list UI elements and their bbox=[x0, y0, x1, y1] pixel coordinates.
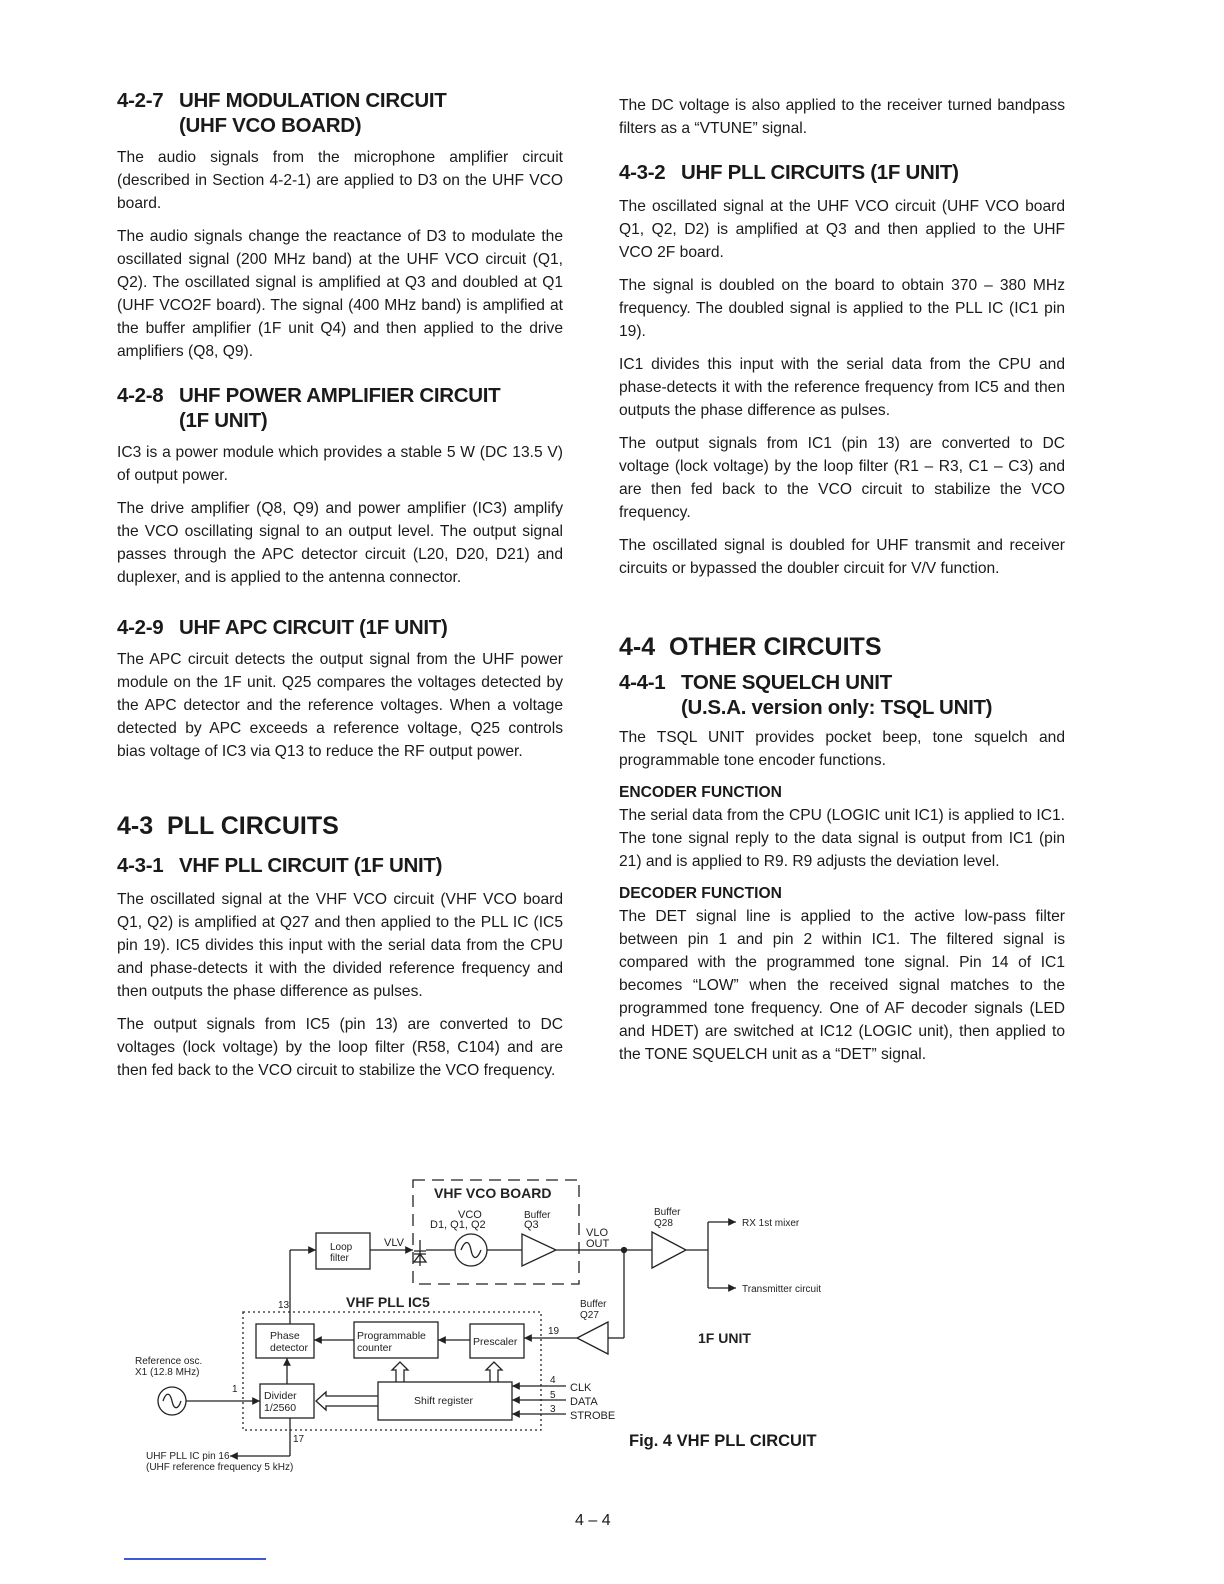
loop-filter-label: filter bbox=[330, 1253, 349, 1264]
section-title: PLL CIRCUITS bbox=[167, 812, 339, 840]
subheading-encoder: ENCODER FUNCTION bbox=[619, 784, 782, 801]
paragraph: The DET signal line is applied to the active low-pass filter between pin 1 and pin 2 within IC1. The filtered signal is compared with the programmed tone signal. Pin 14 of IC1 becomes “LOW” when the received signal matches to the programmed tone frequency. One of AF decoder signals (LED and HDET) are switched at IC12 (LOGIC unit), then applied to the TONE SQUELCH unit as a “DET” signal. bbox=[619, 908, 1065, 1063]
phase-detector-label: detector bbox=[270, 1342, 308, 1354]
rx-label: RX 1st mixer bbox=[742, 1218, 800, 1229]
pin-label: 4 bbox=[550, 1375, 556, 1386]
vco-board-label: VHF VCO BOARD bbox=[434, 1185, 552, 1201]
heading-4-4 bbox=[619, 632, 1065, 662]
heading-4-3-2 bbox=[619, 160, 1065, 185]
pin-label: 5 bbox=[550, 1390, 556, 1401]
prescaler-label: Prescaler bbox=[473, 1336, 518, 1348]
vlv-label: VLV bbox=[384, 1237, 404, 1249]
heading-4-4-1 bbox=[619, 670, 1065, 720]
vco-parts-label: D1, Q1, Q2 bbox=[430, 1219, 486, 1231]
strobe-label: STROBE bbox=[570, 1410, 616, 1422]
paragraph: The oscillated signal at the UHF VCO circuit (UHF VCO board Q1, Q2, D2) is amplified at Q3 and then applied to the UHF VCO 2F board. bbox=[619, 198, 1065, 261]
section-number: 4-4 bbox=[619, 633, 656, 661]
unit-label: 1F UNIT bbox=[698, 1330, 751, 1346]
paragraph: The APC circuit detects the output signal from the UHF power module on the 1F unit. Q25 compares the voltages detected by the APC detector and the reference voltages. When a voltage detected by APC exceeds a reference voltage, Q25 controls bias voltage of IC3 via Q13 to reduce the RF output power. bbox=[117, 651, 563, 760]
paragraph: IC1 divides this input with the serial data from the CPU and phase-detects it with the reference frequency from IC5 and then outputs the phase difference as pulses. bbox=[619, 356, 1065, 419]
vco-label: VCO bbox=[458, 1209, 482, 1221]
paragraph: The drive amplifier (Q8, Q9) and power amplifier (IC3) amplify the VCO oscillating signal to an output level. The output signal passes through the APC detector circuit (L20, D20, D21) and duplexer, and is applied to the antenna connector. bbox=[117, 500, 563, 586]
heading-4-2-8 bbox=[117, 383, 563, 433]
section-number: 4-4-1 bbox=[619, 671, 666, 694]
paragraph: The audio signals change the reactance of D3 to modulate the oscillated signal (200 MHz band) at the UHF VCO circuit (Q1, Q2). The oscillated signal is amplified at Q3 and doubled at Q1 (UHF VCO2F board). The signal (400 MHz band) is amplified at the buffer amplifier (1F unit Q4) and then applied to the drive amplifiers (Q8, Q9). bbox=[117, 228, 563, 360]
programmable-counter-label: counter bbox=[357, 1342, 393, 1354]
heading-4-3-1 bbox=[117, 853, 563, 878]
divider-label: Divider bbox=[264, 1390, 297, 1402]
paragraph: The output signals from IC1 (pin 13) are converted to DC voltage (lock voltage) by the loop filter (R1 – R3, C1 – C3) and are then fed back to the VCO circuit to stabilize the VCO frequency. bbox=[619, 435, 1065, 521]
section-number: 4-2-9 bbox=[117, 616, 164, 639]
q28-label: Q28 bbox=[654, 1218, 673, 1229]
data-arrow-up bbox=[392, 1362, 408, 1382]
pll-ic-label: VHF PLL IC5 bbox=[346, 1294, 430, 1310]
reference-osc-label: Reference osc. bbox=[135, 1356, 203, 1367]
section-number: 4-2-8 bbox=[117, 384, 164, 407]
uhf-pll-label: UHF PLL IC pin 16 bbox=[146, 1451, 230, 1462]
phase-detector-label: Phase bbox=[270, 1330, 300, 1342]
section-title: UHF PLL CIRCUITS (1F UNIT) bbox=[681, 161, 959, 184]
paragraph: The serial data from the CPU (LOGIC unit IC1) is applied to IC1. The tone signal reply to the data signal is output from IC1 (pin 21) and is applied to R9. R9 adjusts the deviation level. bbox=[619, 807, 1065, 870]
data-label: DATA bbox=[570, 1396, 598, 1408]
shift-register-label: Shift register bbox=[414, 1395, 473, 1407]
pin-label: 3 bbox=[550, 1404, 556, 1415]
clk-label: CLK bbox=[570, 1382, 592, 1394]
data-arrow-up bbox=[486, 1362, 502, 1382]
varactor-symbol bbox=[414, 1240, 426, 1266]
section-number: 4-3-1 bbox=[117, 854, 164, 877]
paragraph: The oscillated signal at the VHF VCO circuit (VHF VCO board Q1, Q2) is amplified at Q27 and then applied to the PLL IC (IC5 pin 19). IC5 divides this input with the serial data from the CPU and phase-detects it with the divided reference frequency and then outputs the phase difference as pulses. bbox=[117, 891, 563, 1000]
paragraph: The DC voltage is also applied to the receiver turned bandpass filters as a “VTUNE” signal. bbox=[619, 97, 1065, 137]
pin-label: 19 bbox=[548, 1326, 560, 1337]
vlo-label: VLO bbox=[586, 1227, 609, 1239]
pin-label: 17 bbox=[293, 1434, 305, 1445]
out-label: OUT bbox=[586, 1238, 610, 1250]
q3-label: Q3 bbox=[524, 1219, 539, 1231]
paragraph: IC3 is a power module which provides a stable 5 W (DC 13.5 V) of output power. bbox=[117, 444, 563, 484]
section-title: TONE SQUELCH UNIT (U.S.A. version only: TSQL UNIT) bbox=[681, 671, 993, 719]
paragraph: The output signals from IC5 (pin 13) are converted to DC voltages (lock voltage) by the loop filter (R58, C104) and are then fed back to the VCO circuit to stabilize the VCO frequency. bbox=[117, 1016, 563, 1079]
section-title: VHF PLL CIRCUIT (1F UNIT) bbox=[179, 854, 443, 877]
tx-label: Transmitter circuit bbox=[742, 1284, 822, 1295]
pin-label: 1 bbox=[232, 1384, 238, 1395]
pin-label: 13 bbox=[278, 1300, 290, 1311]
q3-buffer-triangle bbox=[522, 1234, 556, 1266]
data-arrow-left bbox=[316, 1392, 378, 1410]
section-title: UHF APC CIRCUIT (1F UNIT) bbox=[179, 616, 448, 639]
uhf-pll-label: (UHF reference frequency 5 kHz) bbox=[146, 1462, 294, 1473]
paragraph: The audio signals from the microphone amplifier circuit (described in Section 4-2-1) are applied to D3 on the UHF VCO board. bbox=[117, 149, 563, 212]
divider-line bbox=[124, 1558, 266, 1560]
section-title: UHF POWER AMPLIFIER CIRCUIT (1F UNIT) bbox=[179, 384, 501, 432]
paragraph: The oscillated signal is doubled for UHF transmit and receiver circuits or bypassed the doubler circuit for V/V function. bbox=[619, 537, 1065, 577]
paragraph: The TSQL UNIT provides pocket beep, tone squelch and programmable tone encoder functions. bbox=[619, 729, 1065, 769]
paragraph: The signal is doubled on the board to obtain 370 – 380 MHz frequency. The doubled signal is applied to the PLL IC (IC1 pin 19). bbox=[619, 277, 1065, 340]
section-title: UHF MODULATION CIRCUIT (UHF VCO BOARD) bbox=[179, 89, 447, 137]
page-number: 4 – 4 bbox=[575, 1512, 611, 1529]
reference-osc-label: X1 (12.8 MHz) bbox=[135, 1367, 200, 1378]
left-column bbox=[117, 88, 563, 1082]
buffer-label: Buffer bbox=[654, 1207, 681, 1218]
right-column bbox=[619, 94, 1065, 1066]
q28-buffer-triangle bbox=[652, 1232, 686, 1268]
q27-label: Q27 bbox=[580, 1310, 599, 1321]
heading-4-2-7 bbox=[117, 88, 563, 138]
heading-4-3 bbox=[117, 811, 563, 841]
section-number: 4-2-7 bbox=[117, 89, 164, 112]
subheading-decoder: DECODER FUNCTION bbox=[619, 885, 782, 902]
q27-buffer-triangle bbox=[577, 1322, 608, 1354]
section-number: 4-3-2 bbox=[619, 161, 666, 184]
programmable-counter-label: Programmable bbox=[357, 1330, 426, 1342]
loop-filter-label: Loop bbox=[330, 1242, 353, 1253]
buffer-label: Buffer bbox=[524, 1210, 551, 1221]
divider-label: 1/2560 bbox=[264, 1402, 297, 1414]
buffer-label: Buffer bbox=[580, 1299, 607, 1310]
heading-4-2-9 bbox=[117, 615, 563, 640]
section-number: 4-3 bbox=[117, 812, 154, 840]
figure-caption: Fig. 4 VHF PLL CIRCUIT bbox=[629, 1432, 817, 1450]
section-title: OTHER CIRCUITS bbox=[669, 633, 882, 661]
